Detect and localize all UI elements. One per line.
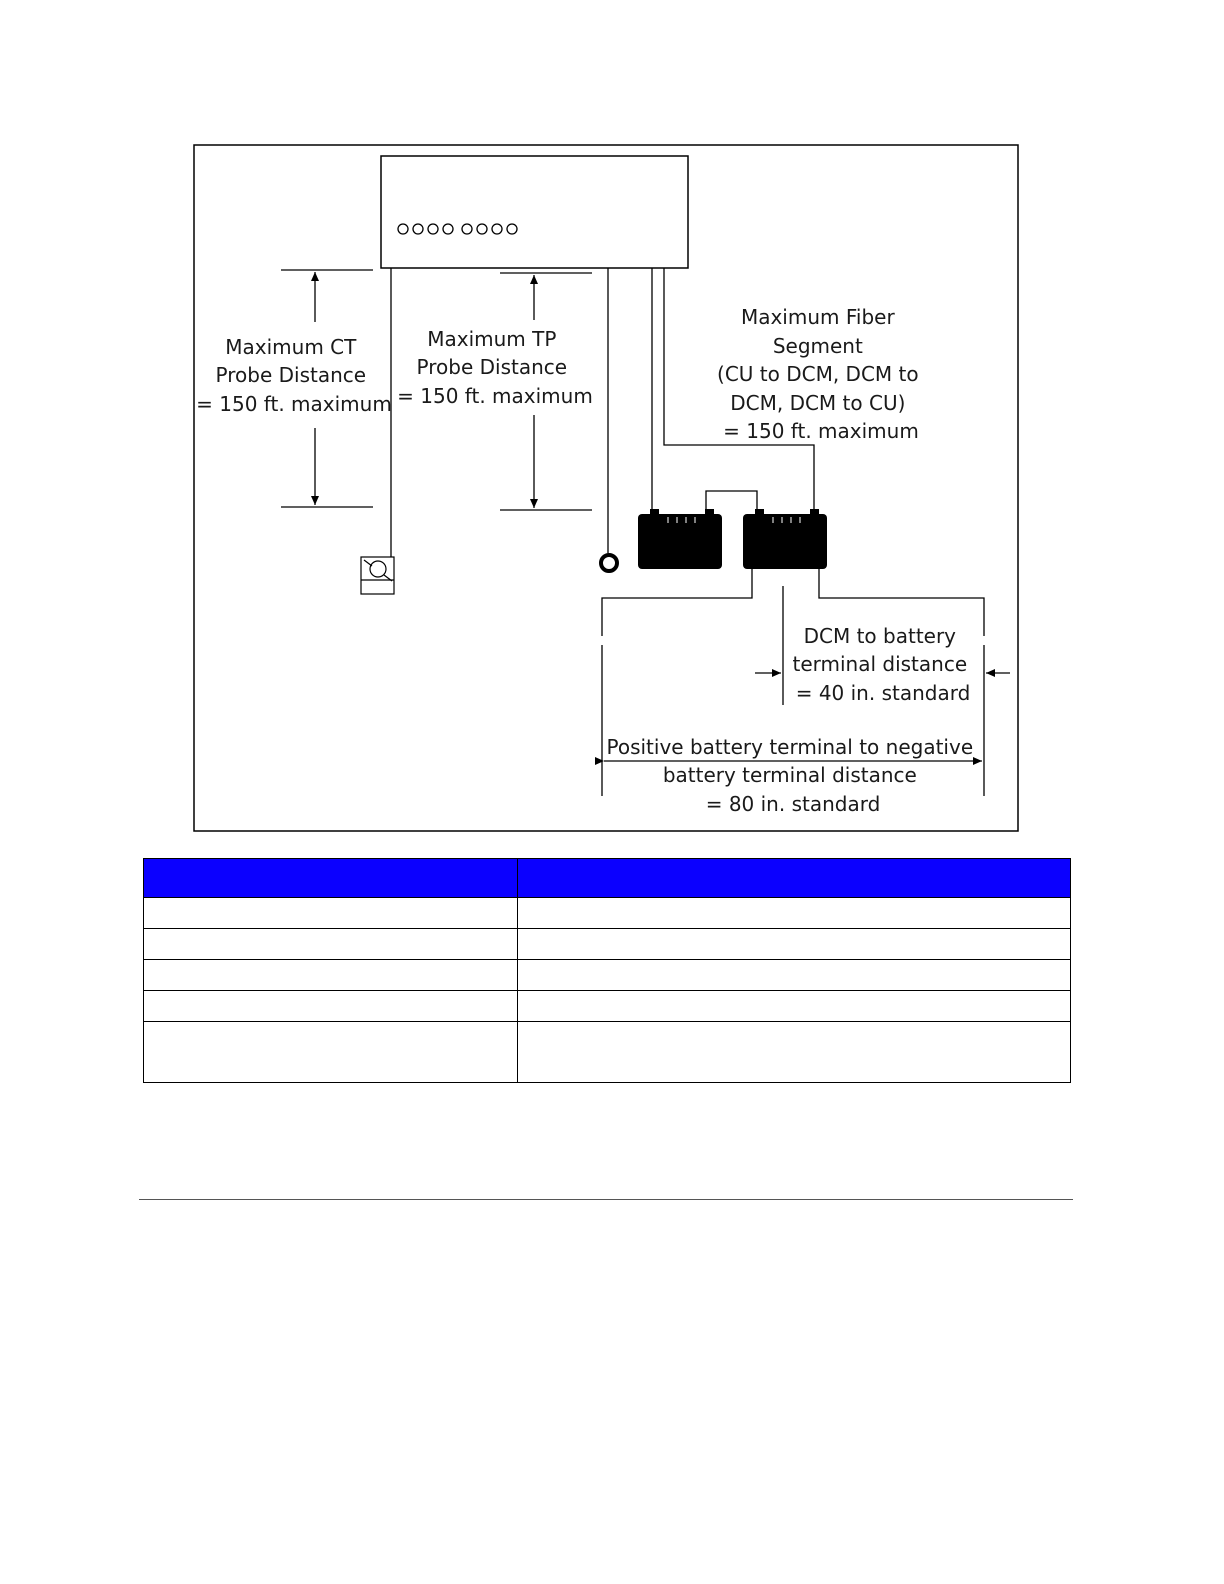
dcm-module-left	[638, 509, 722, 569]
table-row	[144, 1022, 1071, 1083]
fiber-segment-label: Maximum Fiber Segment (CU to DCM, DCM to DCM, DCM to CU) = 150 ft. maximum	[717, 305, 919, 443]
table-cell	[518, 929, 1071, 960]
table-cell	[518, 991, 1071, 1022]
table-cell	[518, 960, 1071, 991]
table-header-cell	[518, 859, 1071, 898]
specification-table	[143, 858, 1071, 1083]
dcm-module-right	[743, 509, 827, 569]
ct-probe-icon	[361, 557, 394, 594]
table-cell	[518, 1022, 1071, 1083]
footer-divider	[139, 1199, 1073, 1200]
table-cell	[144, 1022, 518, 1083]
tp-probe-label: Maximum TP Probe Distance = 150 ft. maximum	[397, 327, 593, 408]
table-header-row	[144, 859, 1071, 898]
table-cell	[144, 991, 518, 1022]
table-cell	[518, 898, 1071, 929]
tp-probe-ring	[601, 555, 617, 571]
table-header-cell	[144, 859, 518, 898]
table-cell	[144, 929, 518, 960]
ct-probe-dimension	[281, 270, 373, 507]
table-row	[144, 898, 1071, 929]
table-row	[144, 991, 1071, 1022]
dcm-battery-label: DCM to battery terminal distance = 40 in. standard	[792, 624, 971, 705]
table-row	[144, 960, 1071, 991]
battery-terminal-label: Positive battery terminal to negative battery terminal distance = 80 in. standard	[606, 735, 974, 816]
ct-probe-label: Maximum CT Probe Distance = 150 ft. maximum	[196, 335, 392, 416]
control-unit	[381, 156, 688, 268]
table-cell	[144, 960, 518, 991]
table-cell	[144, 898, 518, 929]
table-row	[144, 929, 1071, 960]
